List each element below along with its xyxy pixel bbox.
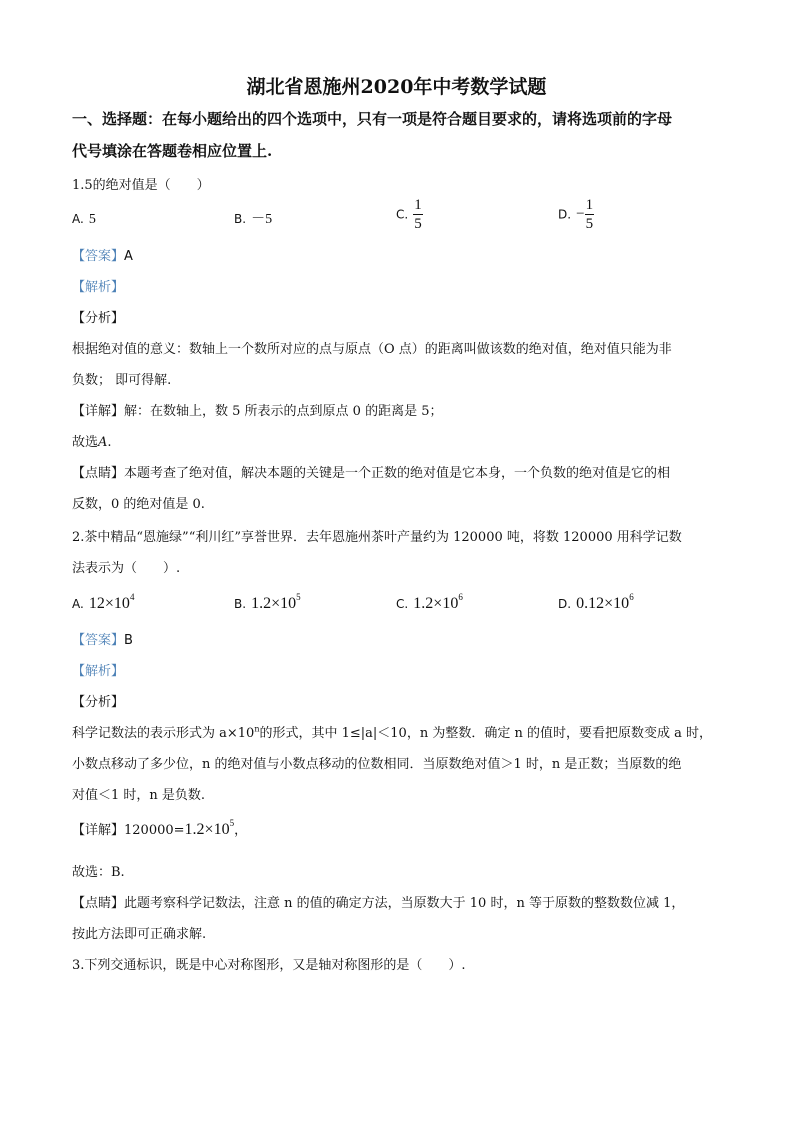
- q1-answer: [72, 245, 133, 264]
- fraction: [585, 196, 595, 233]
- mantissa: 1.2×10: [251, 595, 297, 612]
- exponent: n: [254, 724, 260, 734]
- option-label: D.: [558, 207, 572, 222]
- option-label: A.: [72, 597, 84, 611]
- q1-breakdown-line1: 根据绝对值的意义：数轴上一个数所对应的点与原点（O 点）的距离叫做该数的绝对值，绝对值只能为非: [72, 342, 672, 357]
- q2-breakdown-line2: 小数点移动了多少位，n 的绝对值与小数点移动的位数相同．当原数绝对值＞1 时，n 是正数；当原数的绝: [72, 757, 682, 772]
- q1-option-d: [558, 196, 594, 233]
- analysis-tag: 【解析】: [72, 664, 125, 679]
- detail-text: 解：在数轴上，数 5 所表示的点到原点 0 的距离是 5；: [124, 404, 443, 419]
- comment-tag: 【点睛】: [72, 896, 125, 911]
- comment-text: 本题考查了绝对值，解决本题的关键是一个正数的绝对值是它本身，一个负数的绝对值是它的相: [124, 466, 671, 481]
- q2-analysis-tag: [72, 660, 124, 679]
- q2-conclusion: 故选：B.: [72, 865, 125, 880]
- breakdown-tag: 【分析】: [72, 311, 125, 326]
- conclusion-prefix: 故选: [72, 435, 99, 450]
- exponent: 5: [229, 818, 235, 828]
- option-label: D.: [558, 597, 572, 611]
- question-2-stem-line2: 法表示为（ ）.: [72, 561, 181, 576]
- breakdown-text: 的形式，其中 1≤|a|＜10，n 为整数．确定 n 的值时，要看把原数变成 a 时，: [259, 726, 712, 741]
- question-text: 5的绝对值是（ ）: [84, 178, 210, 193]
- q2-breakdown-line1: [72, 722, 712, 741]
- section-heading-line2: 代号填涂在答题卷相应位置上.: [72, 142, 273, 160]
- fraction: [413, 196, 423, 233]
- q2-breakdown-tag: [72, 691, 124, 710]
- conclusion-suffix: .: [107, 435, 112, 450]
- q2-comment-line1: [72, 892, 684, 911]
- section-heading-line1: 一、选择题：在每小题给出的四个选项中，只有一项是符合题目要求的，请将选项前的字母: [72, 110, 673, 128]
- minus-sign: −: [576, 206, 585, 222]
- q2-answer: [72, 629, 133, 648]
- exponent: 5: [296, 592, 301, 602]
- analysis-tag: 【解析】: [72, 280, 125, 295]
- q1-option-b: [234, 208, 272, 228]
- exponent: 6: [629, 592, 634, 602]
- q2-breakdown-line3: 对值＜1 时，n 是负数.: [72, 788, 206, 803]
- answer-tag: 【答案】: [72, 633, 125, 648]
- q2-detail: [72, 818, 247, 839]
- comment-text: 此题考察科学记数法，注意 n 的值的确定方法，当原数大于 10 时，n 等于原数的整数数位减 1，: [124, 896, 685, 911]
- breakdown-tag: 【分析】: [72, 695, 125, 710]
- question-text: 茶中精品“恩施绿”“利川红”享誉世界．去年恩施州茶叶产量约为 120000 吨，将数 120000 用科学记数: [84, 530, 682, 545]
- q1-analysis-tag: [72, 276, 124, 295]
- option-value: [251, 592, 301, 612]
- conclusion-variable: A: [98, 435, 108, 450]
- q2-option-b: [234, 592, 301, 613]
- option-value: [88, 592, 135, 612]
- option-label: B.: [234, 212, 247, 226]
- option-label: C.: [396, 207, 409, 222]
- breakdown-text: 科学记数法的表示形式为 a×10: [72, 726, 255, 741]
- option-value: 5: [88, 212, 96, 227]
- detail-tag: 【详解】: [72, 404, 125, 419]
- comment-tag: 【点睛】: [72, 466, 125, 481]
- numerator: 1: [585, 197, 594, 213]
- question-3-stem: [72, 954, 466, 973]
- q1-breakdown-line2: 负数； 即可得解.: [72, 373, 172, 388]
- exponent: 6: [458, 592, 463, 602]
- page-title: 湖北省恩施州2020年中考数学试题: [246, 76, 547, 98]
- mantissa: 1.2×10: [413, 595, 459, 612]
- question-number: 2.: [72, 530, 85, 545]
- exponent: 4: [129, 592, 135, 602]
- q2-option-a: [72, 592, 134, 613]
- option-value: [413, 592, 463, 612]
- question-1-stem: [72, 174, 210, 193]
- q1-conclusion: [72, 431, 112, 450]
- q1-breakdown-tag: [72, 307, 124, 326]
- option-value: －5: [251, 212, 273, 227]
- answer-tag: 【答案】: [72, 249, 125, 264]
- numerator: 1: [414, 197, 422, 213]
- option-label: B.: [234, 597, 247, 611]
- q2-comment-line2: 按此方法即可正确求解.: [72, 927, 207, 942]
- option-label: A.: [72, 212, 84, 226]
- detail-math: [184, 818, 235, 838]
- denominator: 5: [585, 216, 594, 232]
- q1-option-a: [72, 208, 96, 228]
- q1-comment-line2: 反数，0 的绝对值是 0.: [72, 497, 205, 512]
- answer-value: A: [124, 249, 133, 264]
- option-value: [576, 592, 634, 612]
- detail-suffix: ，: [234, 823, 248, 838]
- q2-option-d: [558, 592, 634, 613]
- q1-option-c: [396, 196, 423, 233]
- detail-prefix: 120000=: [124, 823, 185, 838]
- question-number: 1.: [72, 178, 85, 193]
- answer-value: B: [124, 633, 133, 648]
- question-number: 3.: [72, 958, 85, 973]
- mantissa: 0.12×10: [576, 595, 630, 612]
- detail-tag: 【详解】: [72, 823, 125, 838]
- q2-option-c: [396, 592, 463, 613]
- q1-comment-line1: [72, 462, 670, 481]
- mantissa: 12×10: [88, 595, 130, 612]
- question-text: 下列交通标识，既是中心对称图形，又是轴对称图形的是（ ）.: [84, 958, 466, 973]
- q1-detail: [72, 400, 443, 419]
- mantissa: 1.2×10: [184, 821, 230, 838]
- question-2-stem-line1: [72, 526, 682, 545]
- denominator: 5: [414, 216, 422, 232]
- option-label: C.: [396, 597, 409, 611]
